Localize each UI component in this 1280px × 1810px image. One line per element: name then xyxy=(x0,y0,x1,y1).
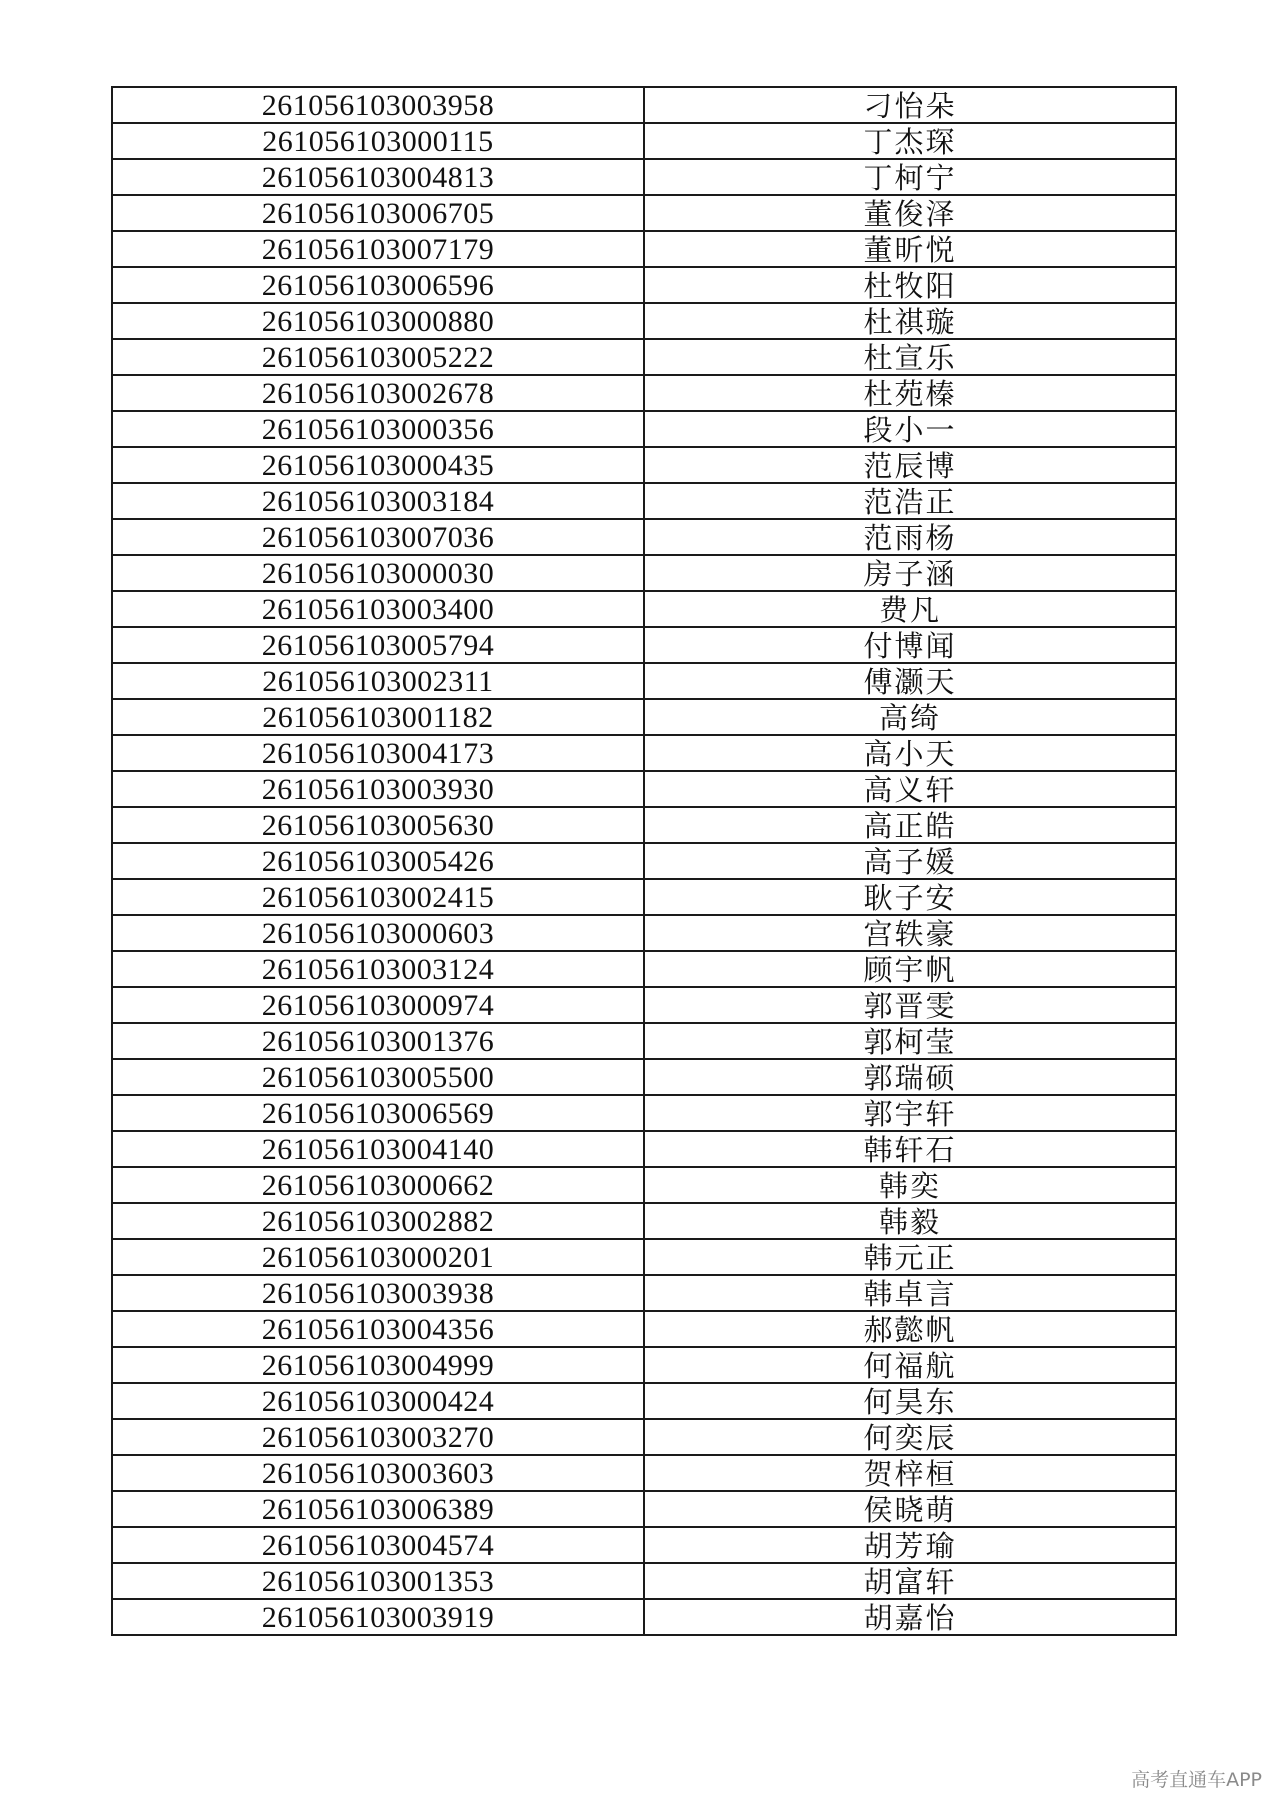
table-row xyxy=(112,1131,1176,1167)
table-row xyxy=(112,339,1176,375)
table-row xyxy=(112,771,1176,807)
candidate-id-cell: 261056103000201 xyxy=(112,1239,644,1275)
candidate-id-cell: 261056103000662 xyxy=(112,1167,644,1203)
student-name-cell: 范雨杨 xyxy=(644,519,1176,555)
candidate-id-cell: 261056103005426 xyxy=(112,843,644,879)
student-name-cell: 高子媛 xyxy=(644,843,1176,879)
student-name-cell: 刁怡朵 xyxy=(644,87,1176,123)
student-name-cell: 丁柯宁 xyxy=(644,159,1176,195)
candidate-id-cell: 261056103002415 xyxy=(112,879,644,915)
table-row xyxy=(112,123,1176,159)
watermark: 高考直通车APP xyxy=(1131,1769,1262,1791)
table-row xyxy=(112,1563,1176,1599)
candidate-id-cell: 261056103001353 xyxy=(112,1563,644,1599)
student-name-cell: 韩卓言 xyxy=(644,1275,1176,1311)
student-name-cell: 杜宣乐 xyxy=(644,339,1176,375)
student-name-cell: 何昊东 xyxy=(644,1383,1176,1419)
table-row xyxy=(112,159,1176,195)
table-row xyxy=(112,1527,1176,1563)
table-row xyxy=(112,555,1176,591)
student-name-cell: 范辰博 xyxy=(644,447,1176,483)
candidate-id-cell: 261056103003270 xyxy=(112,1419,644,1455)
table-row xyxy=(112,1167,1176,1203)
table-row xyxy=(112,447,1176,483)
student-name-cell: 高义轩 xyxy=(644,771,1176,807)
student-name-cell: 何福航 xyxy=(644,1347,1176,1383)
student-name-cell: 宫轶豪 xyxy=(644,915,1176,951)
student-name-cell: 郭柯莹 xyxy=(644,1023,1176,1059)
student-name-cell: 韩元正 xyxy=(644,1239,1176,1275)
student-name-cell: 贺梓桓 xyxy=(644,1455,1176,1491)
student-name-cell: 侯晓萌 xyxy=(644,1491,1176,1527)
table-row xyxy=(112,303,1176,339)
table-row xyxy=(112,195,1176,231)
candidate-id-cell: 261056103001182 xyxy=(112,699,644,735)
candidate-id-cell: 261056103003603 xyxy=(112,1455,644,1491)
table-row xyxy=(112,267,1176,303)
student-name-cell: 顾宇帆 xyxy=(644,951,1176,987)
table-row xyxy=(112,1059,1176,1095)
candidate-id-cell: 261056103003124 xyxy=(112,951,644,987)
student-name-cell: 杜牧阳 xyxy=(644,267,1176,303)
student-name-cell: 高小天 xyxy=(644,735,1176,771)
student-name-cell: 胡芳瑜 xyxy=(644,1527,1176,1563)
student-name-cell: 韩轩石 xyxy=(644,1131,1176,1167)
table-row xyxy=(112,231,1176,267)
table-row xyxy=(112,591,1176,627)
candidate-id-cell: 261056103000424 xyxy=(112,1383,644,1419)
candidate-id-cell: 261056103003919 xyxy=(112,1599,644,1635)
candidate-id-cell: 261056103001376 xyxy=(112,1023,644,1059)
candidate-id-cell: 261056103004173 xyxy=(112,735,644,771)
student-name-cell: 胡富轩 xyxy=(644,1563,1176,1599)
student-name-cell: 韩毅 xyxy=(644,1203,1176,1239)
candidate-id-cell: 261056103004140 xyxy=(112,1131,644,1167)
student-name-cell: 郭宇轩 xyxy=(644,1095,1176,1131)
candidate-id-cell: 261056103005222 xyxy=(112,339,644,375)
candidate-id-cell: 261056103006569 xyxy=(112,1095,644,1131)
roster-body xyxy=(112,87,1176,1635)
table-row xyxy=(112,1455,1176,1491)
student-name-cell: 郭晋雯 xyxy=(644,987,1176,1023)
table-row xyxy=(112,843,1176,879)
candidate-id-cell: 261056103004356 xyxy=(112,1311,644,1347)
candidate-id-cell: 261056103005794 xyxy=(112,627,644,663)
table-row xyxy=(112,663,1176,699)
table-row xyxy=(112,1491,1176,1527)
student-name-cell: 何奕辰 xyxy=(644,1419,1176,1455)
table-row xyxy=(112,735,1176,771)
table-row xyxy=(112,1311,1176,1347)
student-roster-table xyxy=(111,86,1177,1636)
table-row xyxy=(112,1023,1176,1059)
candidate-id-cell: 261056103005500 xyxy=(112,1059,644,1095)
table-row xyxy=(112,1239,1176,1275)
candidate-id-cell: 261056103002882 xyxy=(112,1203,644,1239)
student-name-cell: 段小一 xyxy=(644,411,1176,447)
table-row xyxy=(112,1419,1176,1455)
candidate-id-cell: 261056103003930 xyxy=(112,771,644,807)
table-row xyxy=(112,1275,1176,1311)
student-name-cell: 董俊泽 xyxy=(644,195,1176,231)
table-row xyxy=(112,987,1176,1023)
student-name-cell: 房子涵 xyxy=(644,555,1176,591)
candidate-id-cell: 261056103002678 xyxy=(112,375,644,411)
candidate-id-cell: 261056103004574 xyxy=(112,1527,644,1563)
table-row xyxy=(112,483,1176,519)
candidate-id-cell: 261056103000030 xyxy=(112,555,644,591)
student-name-cell: 杜祺璇 xyxy=(644,303,1176,339)
candidate-id-cell: 261056103003938 xyxy=(112,1275,644,1311)
table-row xyxy=(112,1095,1176,1131)
candidate-id-cell: 261056103003400 xyxy=(112,591,644,627)
candidate-id-cell: 261056103000115 xyxy=(112,123,644,159)
candidate-id-cell: 261056103005630 xyxy=(112,807,644,843)
candidate-id-cell: 261056103007036 xyxy=(112,519,644,555)
table-row xyxy=(112,699,1176,735)
student-name-cell: 费凡 xyxy=(644,591,1176,627)
table-row xyxy=(112,1599,1176,1635)
candidate-id-cell: 261056103004999 xyxy=(112,1347,644,1383)
candidate-id-cell: 261056103000603 xyxy=(112,915,644,951)
table-row xyxy=(112,375,1176,411)
table-row xyxy=(112,411,1176,447)
table-row xyxy=(112,1203,1176,1239)
candidate-id-cell: 261056103000356 xyxy=(112,411,644,447)
table-row xyxy=(112,915,1176,951)
student-name-cell: 郝懿帆 xyxy=(644,1311,1176,1347)
table-row xyxy=(112,627,1176,663)
candidate-id-cell: 261056103006596 xyxy=(112,267,644,303)
student-name-cell: 韩奕 xyxy=(644,1167,1176,1203)
table-row xyxy=(112,951,1176,987)
student-name-cell: 傅灏天 xyxy=(644,663,1176,699)
candidate-id-cell: 261056103000880 xyxy=(112,303,644,339)
candidate-id-cell: 261056103007179 xyxy=(112,231,644,267)
student-name-cell: 高正皓 xyxy=(644,807,1176,843)
candidate-id-cell: 261056103002311 xyxy=(112,663,644,699)
student-name-cell: 范浩正 xyxy=(644,483,1176,519)
candidate-id-cell: 261056103003184 xyxy=(112,483,644,519)
candidate-id-cell: 261056103000974 xyxy=(112,987,644,1023)
student-name-cell: 耿子安 xyxy=(644,879,1176,915)
table-row xyxy=(112,807,1176,843)
candidate-id-cell: 261056103004813 xyxy=(112,159,644,195)
student-name-cell: 胡嘉怡 xyxy=(644,1599,1176,1635)
student-name-cell: 杜苑榛 xyxy=(644,375,1176,411)
candidate-id-cell: 261056103000435 xyxy=(112,447,644,483)
table-row xyxy=(112,879,1176,915)
student-name-cell: 丁杰琛 xyxy=(644,123,1176,159)
table-row xyxy=(112,519,1176,555)
student-name-cell: 付博闻 xyxy=(644,627,1176,663)
candidate-id-cell: 261056103003958 xyxy=(112,87,644,123)
student-name-cell: 董昕悦 xyxy=(644,231,1176,267)
table-row xyxy=(112,87,1176,123)
student-name-cell: 郭瑞硕 xyxy=(644,1059,1176,1095)
table-row xyxy=(112,1383,1176,1419)
candidate-id-cell: 261056103006389 xyxy=(112,1491,644,1527)
table-row xyxy=(112,1347,1176,1383)
candidate-id-cell: 261056103006705 xyxy=(112,195,644,231)
student-name-cell: 高绮 xyxy=(644,699,1176,735)
